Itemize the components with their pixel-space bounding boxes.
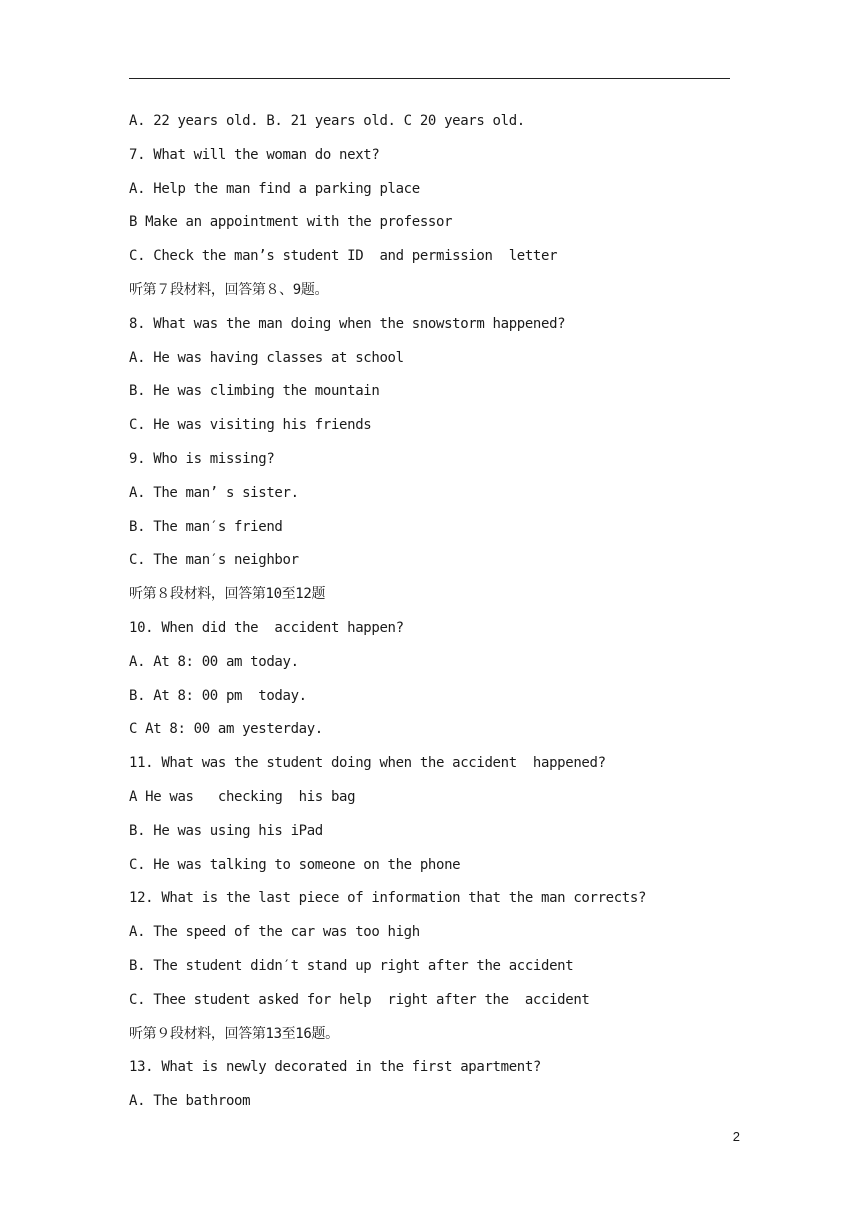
section-heading: 听第７段材料，回答第８、9题。: [129, 281, 329, 298]
text-line: B. At 8: 00 pm today.: [129, 687, 307, 704]
text-line: A. The man’ s sister.: [129, 484, 299, 501]
text-line: 12. What is the last piece of information that the man corrects?: [129, 890, 647, 907]
text-line: C. He was visiting his friends: [129, 417, 372, 434]
header-rule: [129, 78, 730, 79]
text-line: A. Help the man find a parking place: [129, 180, 420, 197]
text-line: C. Thee student asked for help right after the accident: [129, 991, 590, 1008]
text-line: 10. When did the accident happen?: [129, 619, 404, 636]
text-line: A. At 8: 00 am today.: [129, 653, 299, 670]
text-line: B. The student didn′t stand up right after the accident: [129, 957, 574, 974]
text-line: C At 8: 00 am yesterday.: [129, 721, 323, 738]
text-line: 8. What was the man doing when the snowstorm happened?: [129, 315, 566, 332]
question-text-block: [129, 111, 749, 1125]
text-line: 13. What is newly decorated in the first apartment?: [129, 1059, 542, 1076]
page-number: 2: [732, 1129, 740, 1144]
text-line: C. Check the man’s student ID and permission letter: [129, 248, 558, 265]
text-line: B. He was climbing the mountain: [129, 383, 380, 400]
text-line: C. The man′s neighbor: [129, 552, 299, 569]
text-line: 7. What will the woman do next?: [129, 146, 380, 163]
text-line: 11. What was the student doing when the accident happened?: [129, 755, 606, 772]
text-line: A. The bathroom: [129, 1093, 251, 1110]
text-line: A. He was having classes at school: [129, 349, 404, 366]
text-line: C. He was talking to someone on the phone: [129, 856, 461, 873]
section-heading: 听第９段材料，回答第13至16题。: [129, 1025, 339, 1042]
text-line: B. The man′s friend: [129, 518, 283, 535]
text-line: A. 22 years old. B. 21 years old. C 20 years old.: [129, 113, 525, 129]
text-line: B Make an appointment with the professor: [129, 214, 453, 231]
text-line: B. He was using his iPad: [129, 822, 323, 839]
section-heading: 听第８段材料，回答第10至12题: [129, 586, 326, 603]
text-line: A He was checking his bag: [129, 788, 356, 805]
text-line: 9. Who is missing?: [129, 450, 275, 467]
text-line: A. The speed of the car was too high: [129, 924, 420, 941]
